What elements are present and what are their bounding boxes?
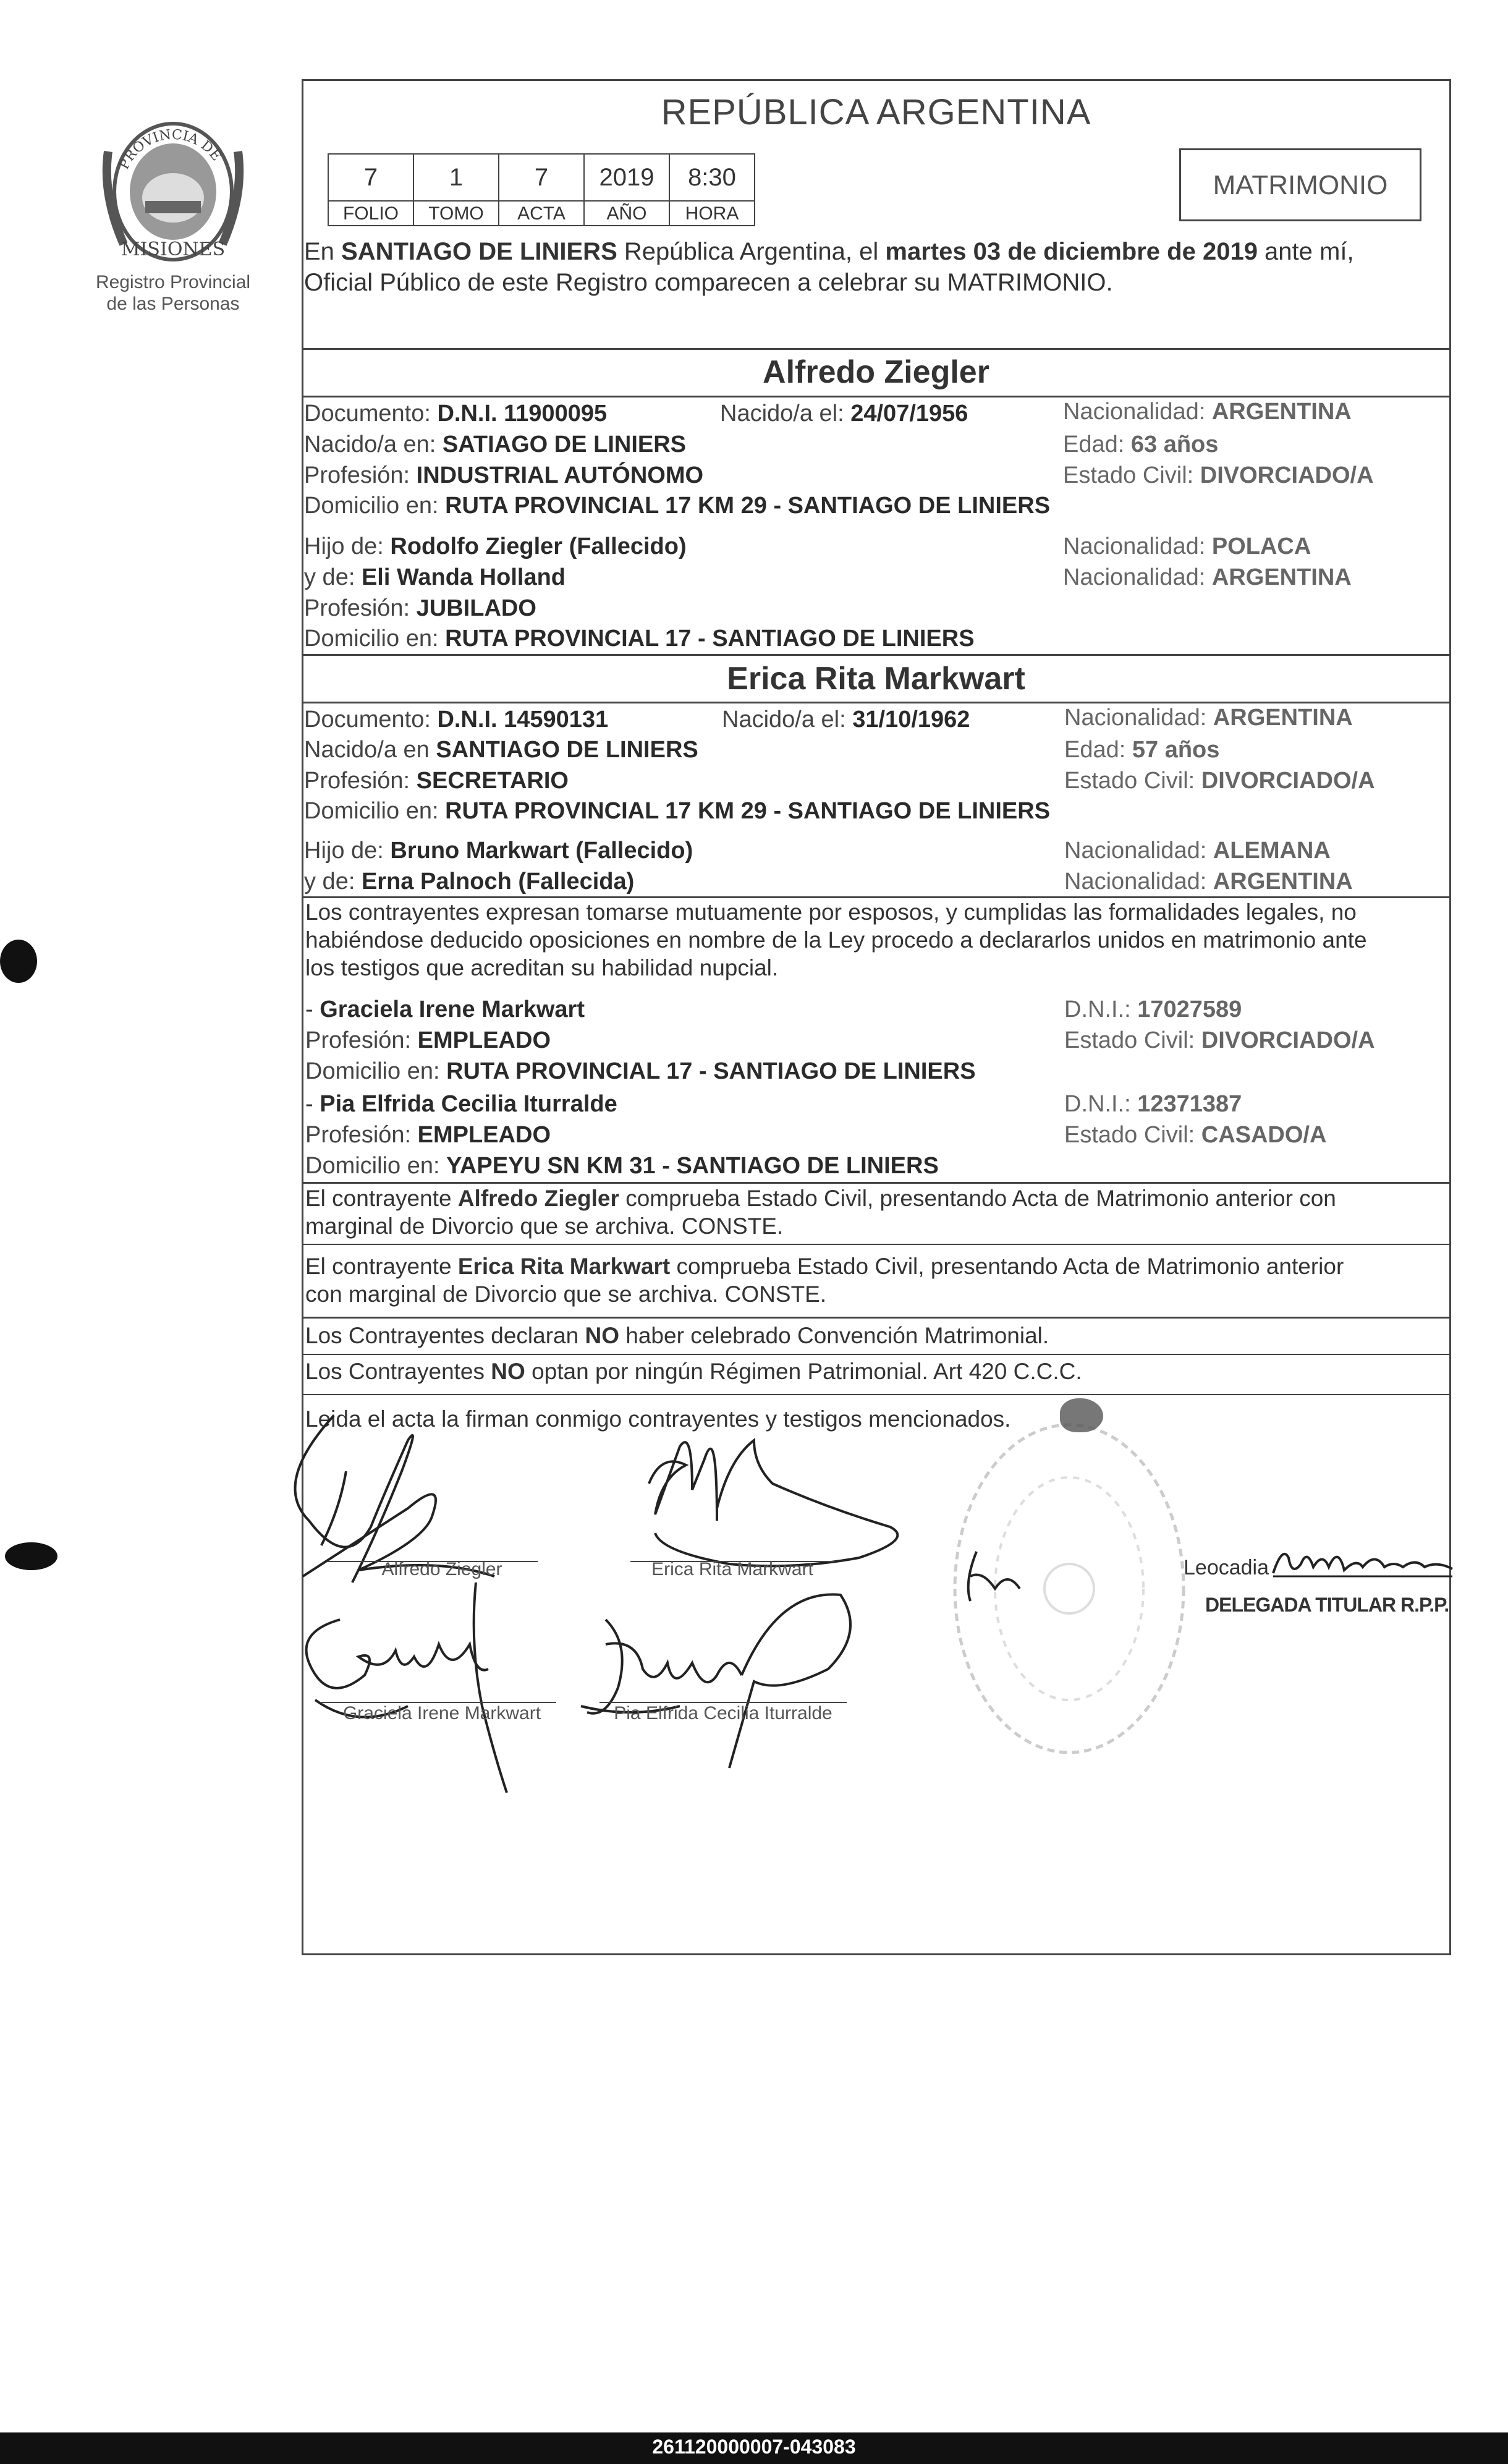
witness-2-name: - Pia Elfrida Cecilia Iturralde — [305, 1091, 617, 1117]
bride-address: Domicilio en: RUTA PROVINCIAL 17 KM 29 - SANTIAGO DE LINIERS — [304, 798, 1051, 824]
groom-birthdate: Nacido/a el: 24/07/1956 — [720, 401, 968, 427]
folio-label: FOLIO — [328, 200, 414, 226]
bride-birthplace: Nacido/a en SANTIAGO DE LINIERS — [304, 737, 698, 763]
bride-mother: y de: Erna Palnoch (Fallecida) — [304, 869, 635, 894]
seal-text-top: PROVINCIA DE — [116, 127, 224, 172]
note-bride-line-2: con marginal de Divorcio que se archiva. CONSTE. — [305, 1281, 827, 1307]
groom-father-nationality: Nacionalidad: POLACA — [1063, 533, 1311, 559]
signatures-layer — [284, 1385, 1026, 1817]
tomo-label: TOMO — [413, 200, 499, 226]
anio-value: 2019 — [583, 153, 670, 202]
divider — [302, 702, 1451, 703]
official-name: Leocadia — [1184, 1556, 1269, 1579]
signature-alfredo-ziegler — [295, 1416, 495, 1582]
groom-profession: Profesión: INDUSTRIAL AUTÓNOMO — [304, 462, 704, 488]
document-type-box: MATRIMONIO — [1179, 148, 1421, 221]
signature-erica-rita-markwart — [649, 1440, 897, 1566]
divider — [302, 348, 1451, 350]
bride-profession: Profesión: SECRETARIO — [304, 768, 569, 794]
intro-line-1: En SANTIAGO DE LINIERS República Argentina, el martes 03 de diciembre de 2019 ante mí, — [304, 238, 1354, 265]
divider — [302, 396, 1451, 397]
divider — [302, 1354, 1451, 1355]
witness-1-profession: Profesión: EMPLEADO — [305, 1027, 551, 1053]
tomo-value: 1 — [413, 153, 499, 202]
witness-1-name: - Graciela Irene Markwart — [305, 996, 585, 1022]
bride-civil-status: Estado Civil: DIVORCIADO/A — [1064, 768, 1375, 794]
signature-caption-erica: Erica Rita Markwart — [651, 1559, 813, 1579]
declaration-line-1: Los contrayentes expresan tomarse mutuamente por esposos, y cumplidas las formalidades legales, no — [305, 899, 1357, 925]
groom-document: Documento: D.N.I. 11900095 — [304, 401, 608, 427]
bride-document: Documento: D.N.I. 14590131 — [304, 707, 609, 733]
intro-date: martes 03 de diciembre de 2019 — [885, 238, 1258, 265]
anio-label: AÑO — [583, 200, 670, 226]
official-title: DELEGADA TITULAR R.P.P. — [1205, 1594, 1449, 1616]
ink-smudge — [1060, 1398, 1103, 1432]
witness-1-address: Domicilio en: RUTA PROVINCIAL 17 - SANTIAGO DE LINIERS — [305, 1058, 976, 1084]
bride-age: Edad: 57 años — [1064, 737, 1220, 763]
signature-pia-elfrida-iturralde — [581, 1594, 850, 1768]
signature-caption-graciela: Graciela Irene Markwart — [342, 1703, 541, 1723]
groom-nationality: Nacionalidad: ARGENTINA — [1063, 399, 1352, 425]
scan-speck — [5, 1542, 57, 1570]
folio-value: 7 — [328, 153, 414, 202]
witness-2-address: Domicilio en: YAPEYU SN KM 31 - SANTIAGO DE LINIERS — [305, 1153, 939, 1179]
declaration-line-3: los testigos que acreditan su habilidad nupcial. — [305, 955, 779, 980]
groom-civil-status: Estado Civil: DIVORCIADO/A — [1063, 462, 1374, 488]
regime-line: Los Contrayentes NO optan por ningún Régimen Patrimonial. Art 420 C.C.C. — [305, 1359, 1082, 1384]
note-groom-line-2: marginal de Divorcio que se archiva. CONSTE. — [305, 1213, 784, 1239]
signature-official — [968, 1552, 1020, 1601]
divider — [302, 1244, 1451, 1245]
logo-caption-2: de las Personas — [106, 294, 240, 314]
scan-speck — [0, 940, 37, 983]
signature-graciela-irene-markwart — [307, 1582, 507, 1793]
official-signature-script — [1270, 1539, 1455, 1582]
groom-parent-profession: Profesión: JUBILADO — [304, 595, 536, 621]
note-bride-line-1: El contrayente Erica Rita Markwart comprueba Estado Civil, presentando Acta de Matrimonio anterior — [305, 1254, 1344, 1279]
divider — [302, 896, 1451, 898]
acta-value: 7 — [498, 153, 585, 202]
witness-2-civil-status: Estado Civil: CASADO/A — [1064, 1122, 1327, 1148]
acta-label: ACTA — [498, 200, 585, 226]
declaration-line-2: habiéndose deducido oposiciones en nombre de la Ley procedo a declararlos unidos en matrimonio ante — [305, 927, 1367, 953]
groom-address: Domicilio en: RUTA PROVINCIAL 17 KM 29 - SANTIAGO DE LINIERS — [304, 493, 1051, 519]
page-title: REPÚBLICA ARGENTINA — [661, 92, 1091, 132]
bride-nationality: Nacionalidad: ARGENTINA — [1064, 705, 1353, 731]
bride-father: Hijo de: Bruno Markwart (Fallecido) — [304, 838, 693, 864]
bride-father-nationality: Nacionalidad: ALEMANA — [1064, 838, 1331, 864]
witness-2-profession: Profesión: EMPLEADO — [305, 1122, 551, 1148]
signature-caption-pia: Pia Elfrida Cecilia Iturralde — [614, 1703, 832, 1723]
witness-1-dni: D.N.I.: 17027589 — [1064, 996, 1242, 1022]
groom-mother: y de: Eli Wanda Holland — [304, 564, 566, 590]
groom-parent-address: Domicilio en: RUTA PROVINCIAL 17 - SANTIAGO DE LINIERS — [304, 626, 975, 652]
witness-2-dni: D.N.I.: 12371387 — [1064, 1091, 1242, 1117]
groom-age: Edad: 63 años — [1063, 431, 1219, 457]
intro-line-2: Oficial Público de este Registro comparecen a celebrar su MATRIMONIO. — [304, 269, 1113, 296]
divider — [302, 654, 1451, 656]
reading-line: Leida el acta la firman conmigo contrayentes y testigos mencionados. — [305, 1406, 1011, 1432]
convention-line: Los Contrayentes declaran NO haber celebrado Convención Matrimonial. — [305, 1323, 1049, 1348]
intro-place: SANTIAGO DE LINIERS — [341, 238, 617, 265]
witness-1-civil-status: Estado Civil: DIVORCIADO/A — [1064, 1027, 1375, 1053]
bride-mother-nationality: Nacionalidad: ARGENTINA — [1064, 869, 1353, 894]
barcode-text: 261120000007-043083 — [652, 2436, 856, 2458]
divider — [302, 1317, 1451, 1319]
hora-value: 8:30 — [669, 153, 755, 202]
groom-name: Alfredo Ziegler — [763, 354, 989, 390]
signature-caption-alfredo: Alfredo Ziegler — [381, 1559, 502, 1579]
groom-mother-nationality: Nacionalidad: ARGENTINA — [1063, 564, 1352, 590]
groom-father: Hijo de: Rodolfo Ziegler (Fallecido) — [304, 533, 687, 559]
province-seal-logo — [99, 114, 247, 263]
divider — [302, 1182, 1451, 1184]
note-groom-line-1: El contrayente Alfredo Ziegler comprueba Estado Civil, presentando Acta de Matrimonio anterior con — [305, 1186, 1336, 1211]
logo-caption-1: Registro Provincial — [95, 272, 251, 292]
bride-birthdate: Nacido/a el: 31/10/1962 — [722, 707, 970, 733]
hora-label: HORA — [669, 200, 755, 226]
bride-name: Erica Rita Markwart — [727, 661, 1025, 697]
seal-text-bottom: MISIONES — [121, 239, 226, 260]
groom-birthplace: Nacido/a en: SATIAGO DE LINIERS — [304, 431, 687, 457]
